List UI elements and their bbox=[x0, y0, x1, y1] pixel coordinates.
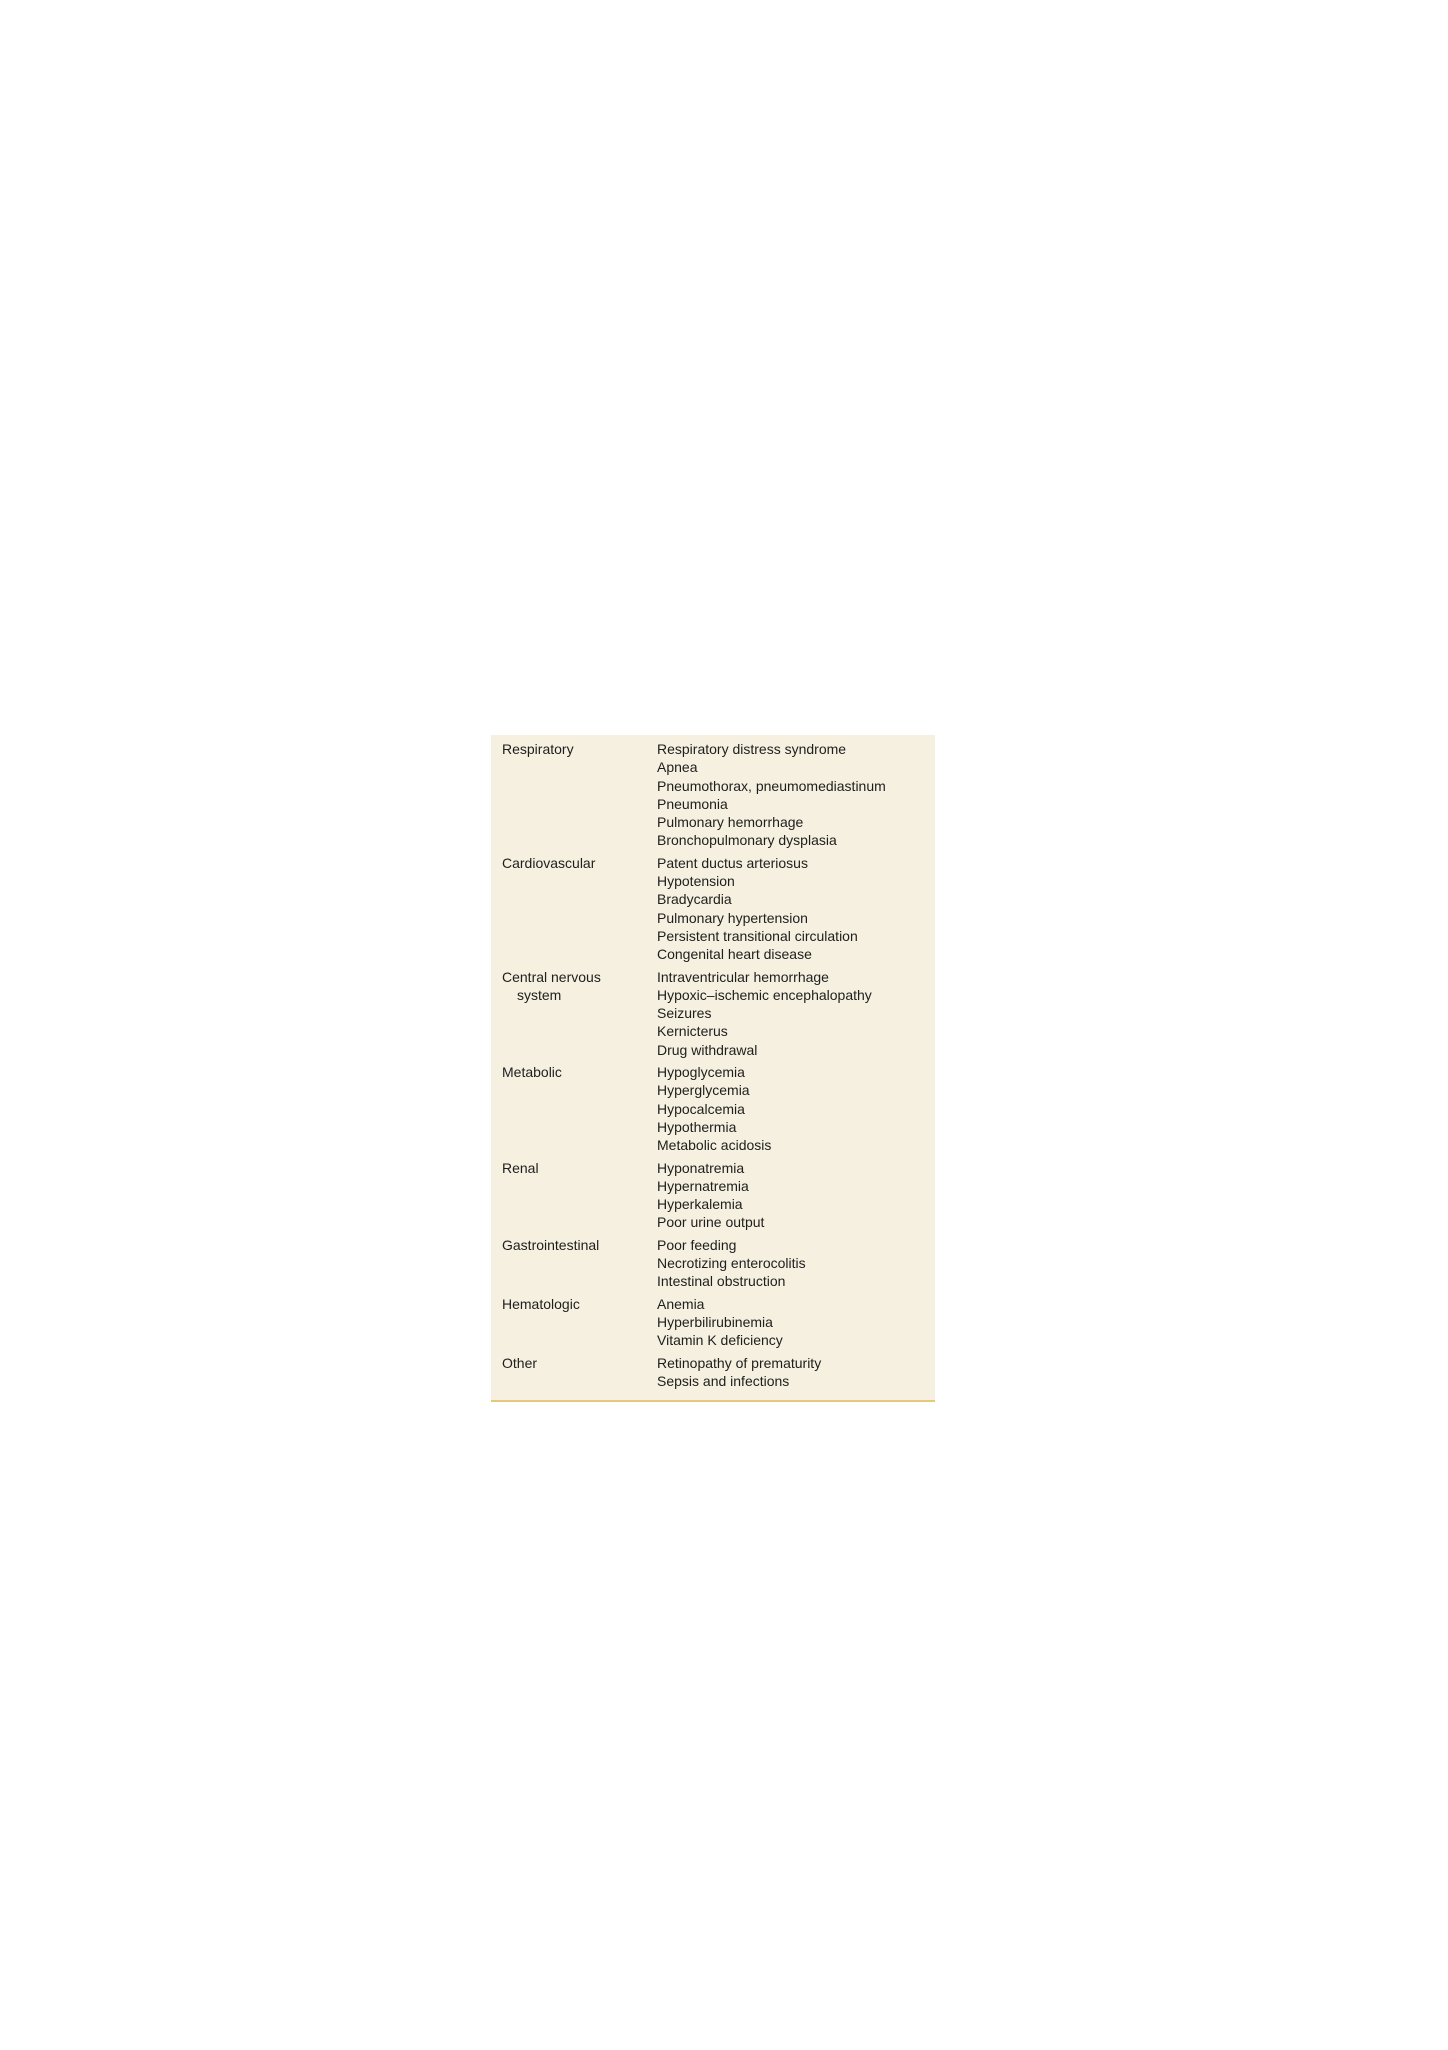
category-label: Respiratory bbox=[502, 741, 574, 757]
category-label: Other bbox=[502, 1354, 538, 1371]
category-cell bbox=[491, 740, 657, 850]
condition-item: Intraventricular hemorrhage bbox=[657, 968, 829, 985]
condition-item: Bronchopulmonary dysplasia bbox=[657, 832, 837, 849]
condition-item: Hyperglycemia bbox=[657, 1082, 750, 1099]
condition-item: Pulmonary hypertension bbox=[657, 909, 808, 926]
items-cell bbox=[657, 968, 935, 1059]
items-cell bbox=[657, 1063, 935, 1154]
items-cell bbox=[657, 1354, 935, 1391]
category-label: Metabolic bbox=[502, 1064, 562, 1081]
table-row bbox=[491, 1236, 935, 1291]
items-cell bbox=[657, 854, 935, 964]
items-cell bbox=[657, 1159, 935, 1232]
condition-item: Seizures bbox=[657, 1005, 712, 1022]
condition-item: Bradycardia bbox=[657, 891, 732, 908]
items-cell bbox=[657, 1295, 935, 1350]
condition-item: Kernicterus bbox=[657, 1023, 728, 1040]
condition-item: Metabolic acidosis bbox=[657, 1137, 772, 1154]
items-cell bbox=[657, 740, 935, 850]
category-cell bbox=[491, 854, 657, 964]
category-cell bbox=[491, 1159, 657, 1232]
condition-item: Hypernatremia bbox=[657, 1177, 749, 1194]
condition-item: Hypocalcemia bbox=[657, 1100, 745, 1117]
condition-item: Hypoxic–ischemic encephalopathy bbox=[657, 986, 872, 1003]
category-label: system bbox=[517, 986, 562, 1003]
condition-item: Poor feeding bbox=[657, 1236, 737, 1253]
condition-item: Respiratory distress syndrome bbox=[657, 741, 847, 757]
table-row bbox=[491, 968, 935, 1059]
condition-item: Pneumonia bbox=[657, 795, 728, 812]
category-label: Cardiovascular bbox=[502, 854, 596, 871]
table-row bbox=[491, 1159, 935, 1232]
condition-item: Poor urine output bbox=[657, 1214, 765, 1231]
category-cell bbox=[491, 1236, 657, 1291]
category-label: Central nervous bbox=[502, 968, 601, 985]
table-row bbox=[491, 1295, 935, 1350]
category-cell bbox=[491, 968, 657, 1059]
category-cell bbox=[491, 1295, 657, 1350]
condition-item: Intestinal obstruction bbox=[657, 1273, 786, 1290]
condition-item: Apnea bbox=[657, 759, 698, 776]
category-cell bbox=[491, 1354, 657, 1391]
table-row bbox=[491, 1354, 935, 1391]
complications-table bbox=[491, 735, 935, 1402]
condition-item: Sepsis and infections bbox=[657, 1372, 790, 1389]
condition-item: Hypoglycemia bbox=[657, 1064, 745, 1081]
condition-item: Persistent transitional circulation bbox=[657, 927, 858, 944]
condition-item: Hypothermia bbox=[657, 1118, 737, 1135]
condition-item: Anemia bbox=[657, 1295, 705, 1312]
condition-item: Hypotension bbox=[657, 873, 735, 890]
condition-item: Retinopathy of prematurity bbox=[657, 1354, 822, 1371]
table-row bbox=[491, 740, 935, 850]
condition-item: Patent ductus arteriosus bbox=[657, 854, 808, 871]
category-label: Hematologic bbox=[502, 1295, 580, 1312]
category-label: Renal bbox=[502, 1159, 539, 1176]
condition-item: Vitamin K deficiency bbox=[657, 1332, 783, 1349]
table-row bbox=[491, 1063, 935, 1154]
table-body bbox=[491, 740, 935, 1390]
items-cell bbox=[657, 1236, 935, 1291]
category-label: Gastrointestinal bbox=[502, 1236, 600, 1253]
condition-item: Hyperkalemia bbox=[657, 1196, 743, 1213]
category-cell bbox=[491, 1063, 657, 1154]
condition-item: Hyperbilirubinemia bbox=[657, 1313, 773, 1330]
table-row bbox=[491, 854, 935, 964]
condition-item: Drug withdrawal bbox=[657, 1041, 758, 1058]
condition-item: Necrotizing enterocolitis bbox=[657, 1255, 806, 1272]
condition-item: Pulmonary hemorrhage bbox=[657, 814, 804, 831]
condition-item: Hyponatremia bbox=[657, 1159, 745, 1176]
condition-item: Pneumothorax, pneumomediastinum bbox=[657, 777, 886, 794]
condition-item: Congenital heart disease bbox=[657, 946, 812, 963]
